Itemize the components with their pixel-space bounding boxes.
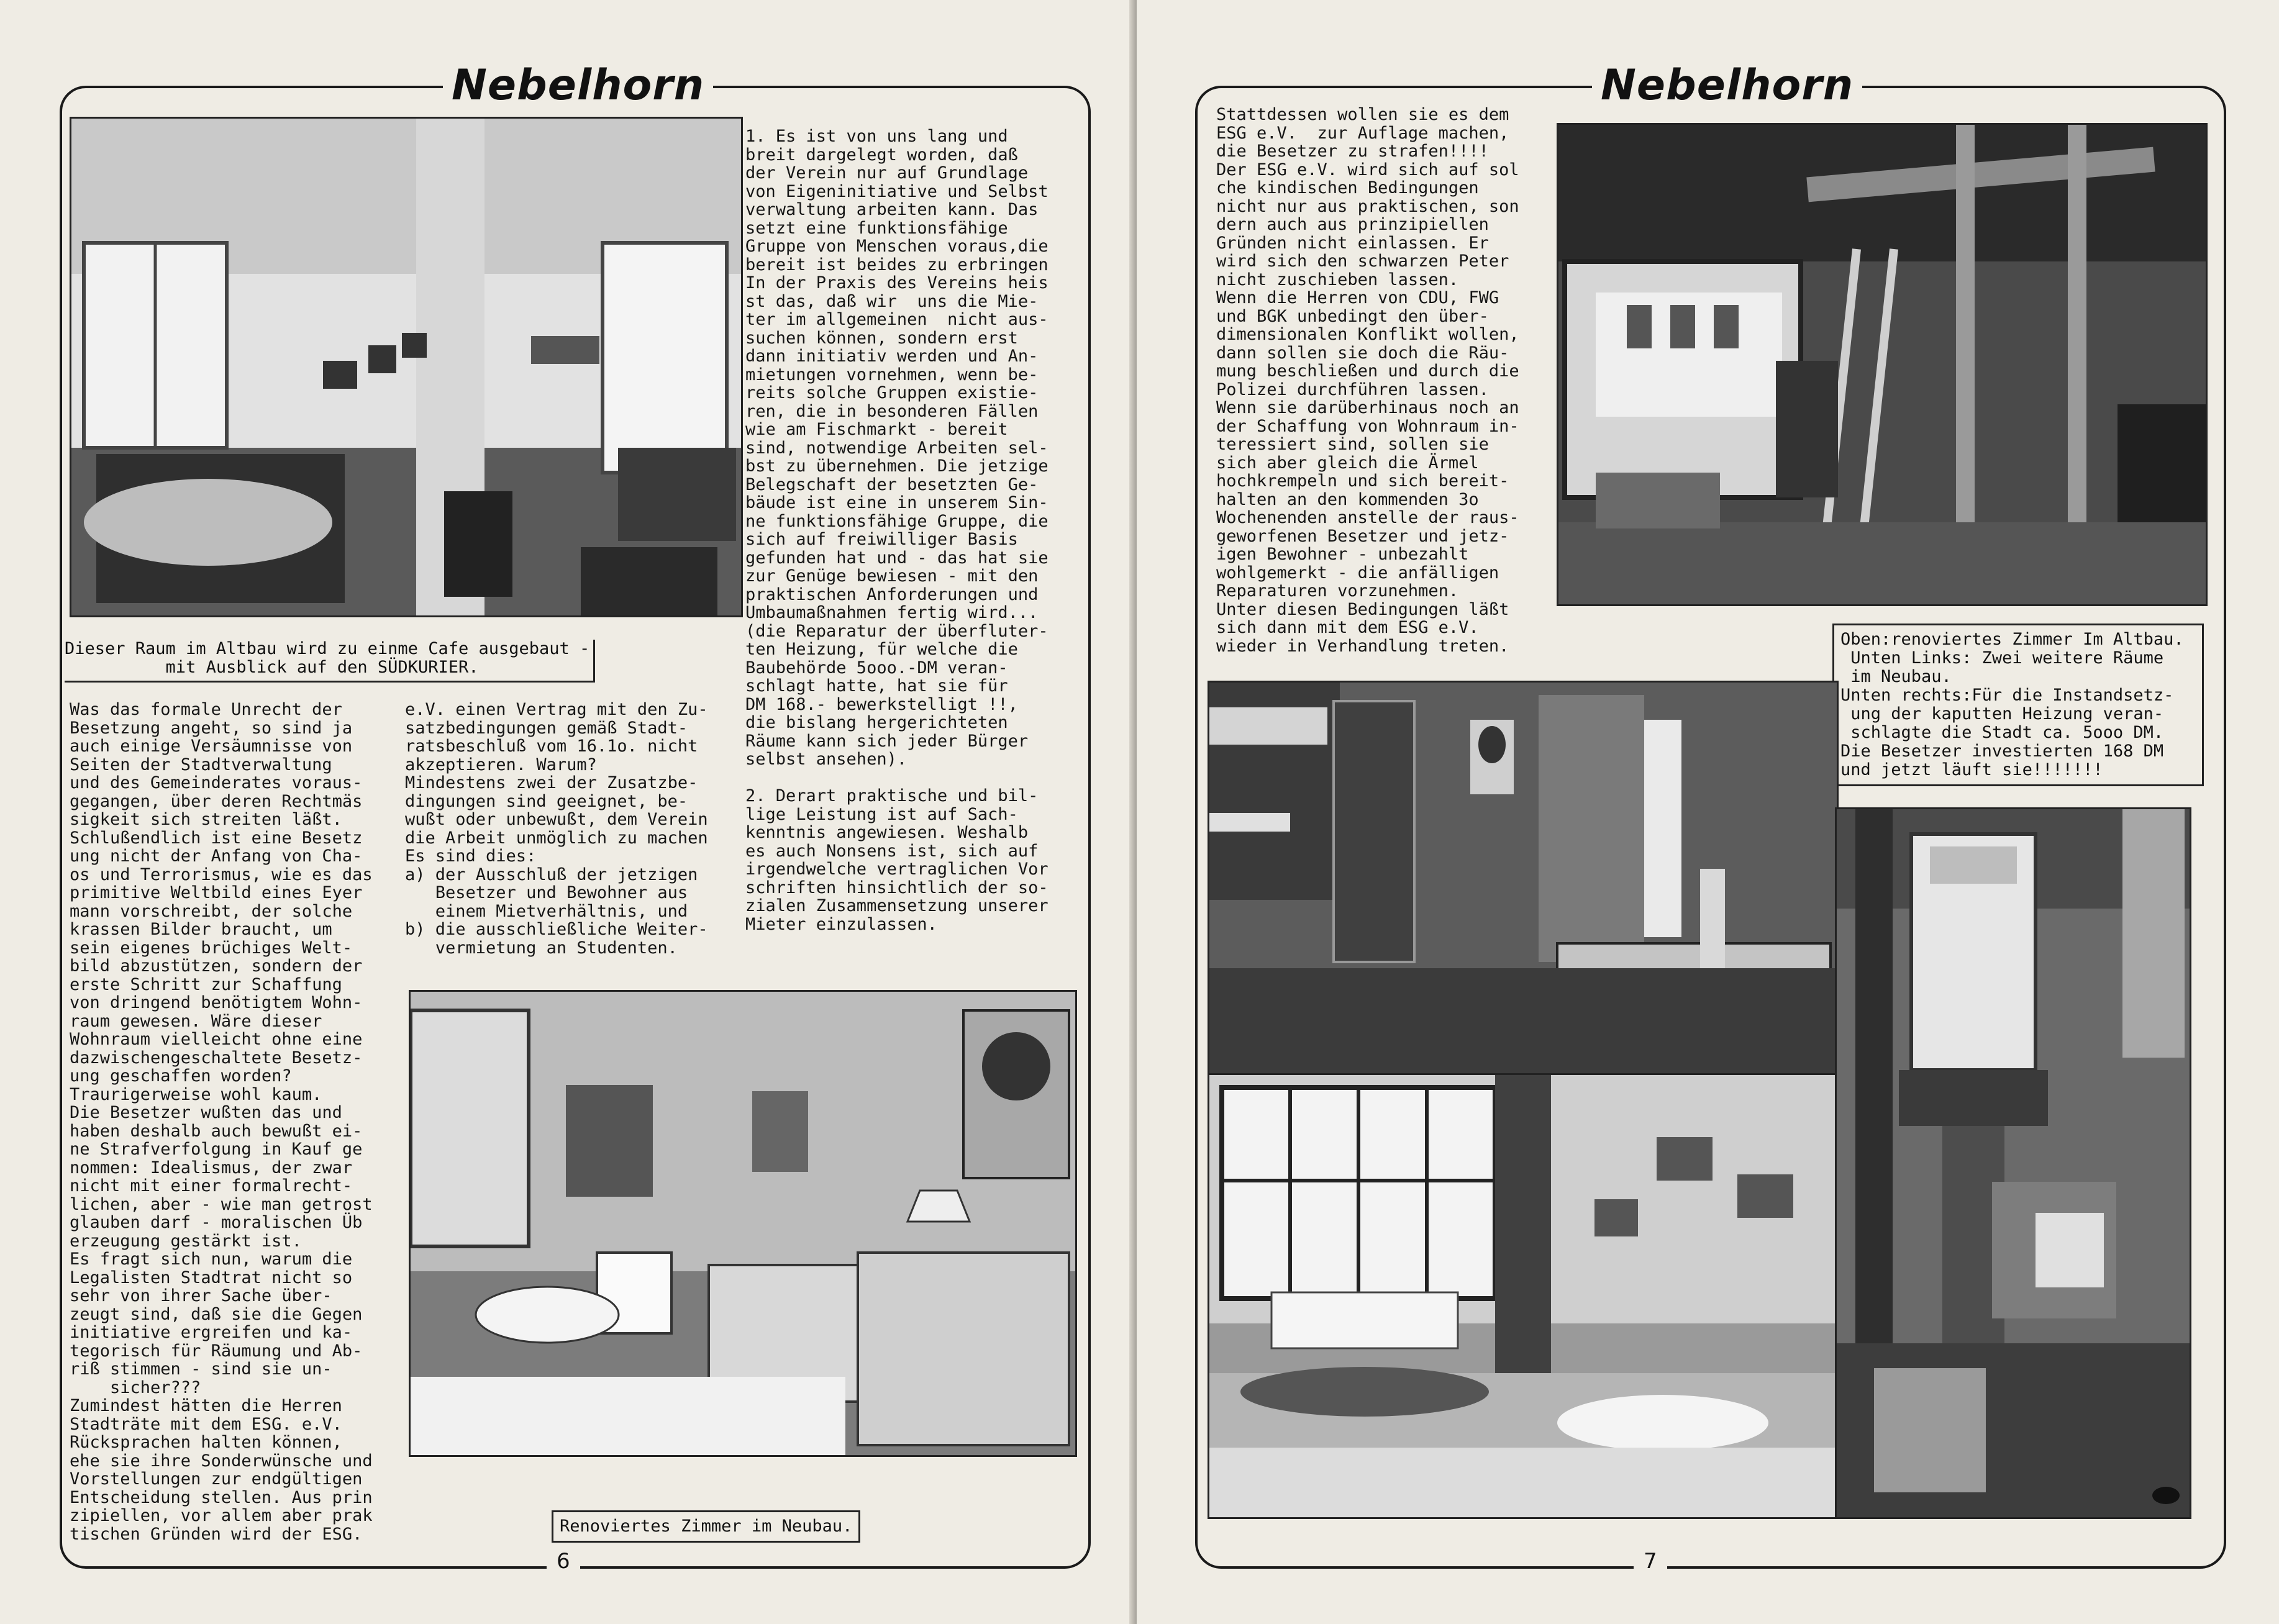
photo-neubau-room-shelves bbox=[1208, 681, 1839, 1077]
caption-photo-descriptions: Oben:renoviertes Zimmer Im Altbau. Unten Links: Zwei weitere Räume im Neubau. Unten rechts:Für die Instandsetz- ung der kaputten Heizung veran- schlagte die Stadt ca. 5ooo DM. Die Besetzer investierten 168 DM und jetzt läuft sie!!!!!!! bbox=[1832, 624, 2204, 786]
photo-repaired-heating bbox=[1835, 807, 2191, 1519]
masthead-right: Nebelhorn bbox=[1592, 61, 1862, 110]
photo-cafe-room bbox=[70, 117, 743, 617]
article-column-left: Was das formale Unrecht der Besetzung angeht, so sind ja auch einige Versäumnisse von Seiten der Stadtverwaltung und des Gemeinderates voraus- gegangen, über deren Rechtmäs sigkeit sich streiten läßt. Schlußendlich ist eine Besetz ung nicht der Anfang von Cha- os und Terrorismus, wie es das primitive Weltbild eines Eyer mann vorschreibt, der solche krassen Bilder braucht, um sein eigenes brüchiges Welt- bild abzustützen, sondern der erste Schritt zur Schaffung von dringend benötigtem Wohn- raum gewesen. Wäre dieser Wohnraum vielleicht ohne eine dazwischengeschaltete Besetz- ung geschaffen worden? Traurigerweise wohl kaum. Die Besetzer wußten das und haben deshalb auch bewußt ei- ne Strafverfolgung in Kauf ge nommen: Idealismus, der zwar nicht mit einer formalrecht- lichen, aber - wie man getrost glauben darf - moralischen Üb erzeugung gestärkt ist. Es fragt sich nun, warum die Legalisten Stadtrat nicht so sehr von ihrer Sache über- zeugt sind, daß sie die Gegen initiative ergreifen und ka- tegorisch für Räumung und Ab- riß stimmen - sind sie un- sicher??? Zumindest hätten die Herren Stadträte mit dem ESG. e.V. Rücksprachen halten können, ehe sie ihre Sonderwünsche und Vorstellungen zur endgültigen Entscheidung stellen. Aus prin zipiellen, vor allem aber prak tischen Gründen wird der ESG. bbox=[70, 700, 373, 1544]
photo-renovated-room bbox=[409, 990, 1077, 1457]
photo-neubau-room-windows bbox=[1208, 1073, 1839, 1519]
page-number-left: 6 bbox=[547, 1549, 580, 1574]
right-page bbox=[1137, 0, 2279, 1624]
article-column-right-page: Stattdessen wollen sie es dem ESG e.V. zur Auflage machen, die Besetzer zu strafen!!!! Der ESG e.V. wird sich auf sol che kindischen Bedingungen nicht nur aus praktischen, son dern auch aus prinzipiellen Gründen nicht einlassen. Er wird sich den schwarzen Peter nicht zuschieben lassen. Wenn die Herren von CDU, FWG und BGK unbedingt den über- dimensionalen Konflikt wollen, dann sollen sie doch die Räu- mung beschließen und durch die Polizei durchführen lassen. Wenn sie darüberhinaus noch an der Schaffung von Wohnraum in- teressiert sind, sollen sie sich aber gleich die Ärmel hochkrempeln und sich bereit- halten an den kommenden 3o Wochenenden anstelle der raus- geworfenen Besetzer und jetz- igen Bewohner - unbezahlt wohlgemerkt - die anfälligen Reparaturen vorzunehmen. Unter diesen Bedingungen läßt sich dann mit dem ESG e.V. wieder in Verhandlung treten. bbox=[1216, 105, 1519, 656]
caption-renovated-room: Renoviertes Zimmer im Neubau. bbox=[552, 1510, 860, 1543]
photo-renovated-altbau bbox=[1557, 123, 2208, 606]
page-number-right: 7 bbox=[1634, 1549, 1667, 1574]
caption-cafe-room: Dieser Raum im Altbau wird zu einme Cafe ausgebaut - mit Ausblick auf den SÜDKURIER. bbox=[65, 640, 595, 683]
left-page bbox=[0, 0, 1137, 1624]
article-column-middle: e.V. einen Vertrag mit den Zu- satzbedingungen gemäß Stadt- ratsbeschluß vom 16.1o. nicht akzeptieren. Warum? Mindestens zwei der Zusatzbe- dingungen sind geeignet, be- wußt oder unbewußt, dem Verein die Arbeit unmöglich zu machen Es sind dies: a) der Ausschluß der jetzigen Besetzer und Bewohner aus einem Mietverhältnis, und b) die ausschließliche Weiter- vermietung an Studenten. bbox=[405, 700, 708, 958]
masthead-left: Nebelhorn bbox=[443, 61, 713, 110]
article-column-right: 1. Es ist von uns lang und breit dargelegt worden, daß der Verein nur auf Grundlage von Eigeninitiative und Selbst verwaltung arbeiten kann. Das setzt eine funktionsfähige Gruppe von Menschen voraus,die bereit ist beides zu erbringen In der Praxis des Vereins heis st das, daß wir uns die Mie- ter im allgemeinen nicht aus- suchen können, sondern erst dann initiativ werden und An- mietungen vornehmen, wenn be- reits solche Gruppen existie- ren, die in besonderen Fällen wie am Fischmarkt - bereit sind, notwendige Arbeiten sel- bst zu übernehmen. Die jetzige Belegschaft der besetzten Ge- bäude ist eine in unserem Sin- ne funktionsfähige Gruppe, die sich auf freiwilliger Basis gefunden hat und - das hat sie zur Genüge bewiesen - mit den praktischen Anforderungen und Umbaumaßnahmen fertig wird... (die Reparatur der überfluter- ten Heizung, für welche die Baubehörde 5ooo.-DM veran- schlagt hatte, hat sie für DM 168.- bewerkstelligt !!, die bislang hergerichteten Räume kann sich jeder Bürger selbst ansehen). 2. Derart praktische und bil- lige Leistung ist auf Sach- kenntnis angewiesen. Weshalb es auch Nonsens ist, sich auf irgendwelche vertraglichen Vor schriften hinsichtlich der so- zialen Zusammensetzung unserer Mieter einzulassen. bbox=[745, 127, 1049, 934]
